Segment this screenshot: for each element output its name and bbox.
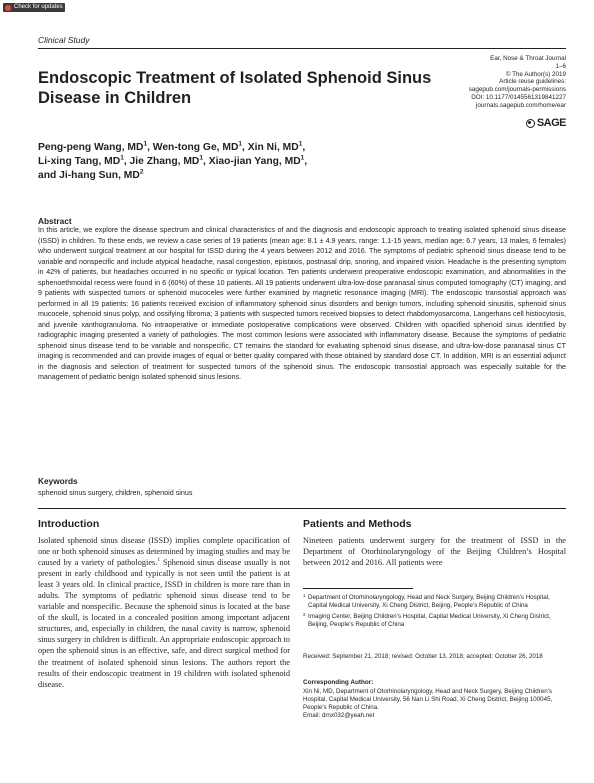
patients-methods-text: Nineteen patients underwent surgery for the treatment of ISSD in the Department of Otorhinolaryngology of the Beijing Children’s Hospital between 2012 and 2016. All patients were	[303, 536, 566, 568]
affiliations	[303, 594, 566, 631]
journal-name: Ear, Nose & Throat Journal	[490, 55, 566, 62]
author-separator: ,	[302, 142, 306, 153]
introduction-heading: Introduction	[38, 518, 100, 530]
author-name: Jie Zhang, MD	[129, 156, 200, 167]
author-separator: ,	[202, 156, 209, 167]
author-name: Xiao-jian Yang, MD	[208, 156, 301, 167]
author-name: Li-xing Tang, MD	[38, 156, 121, 167]
author-name: and Ji-hang Sun, MD	[38, 170, 140, 181]
permissions-link[interactable]: sagepub.com/journals-permissions	[468, 86, 566, 94]
doi[interactable]: DOI: 10.1177/0145561319841227	[471, 93, 566, 101]
received-dates: Received: September 21, 2018; revised: October 13, 2018; accepted: October 26, 2018	[303, 653, 543, 660]
patients-methods-heading: Patients and Methods	[303, 518, 412, 530]
author-affiliation-ref: 1	[143, 140, 148, 148]
author-separator: ,	[123, 156, 130, 167]
check-for-updates-badge[interactable]	[3, 3, 65, 12]
affiliation-text: Imaging Center, Beijing Children’s Hospital, Capital Medical University, Xi Cheng District, Beijing, People’s Republic of China	[308, 612, 551, 628]
corresponding-author-address: Xin Ni, MD, Department of Otorhinolaryngology, Head and Neck Surgery, Beijing Children’s Hospital, Capital Medical University, 56 Nan Li Shi Road, Xi Cheng District, Beijing 100045, People’s Republic of China.	[303, 688, 553, 712]
author-affiliation-ref: 1	[199, 154, 203, 162]
author-affiliation-ref: 2	[139, 168, 144, 176]
journal-homepage-link[interactable]: journals.sagepub.com/home/ear	[476, 101, 566, 109]
introduction-text-part: Isolated sphenoid sinus disease (ISSD) implies complete opacification of one or both sphenoid sinuses as determined by imaging studies and may be caused by a variety of pathologies.	[38, 536, 290, 568]
author-line	[38, 169, 398, 183]
badge-label: Check for updates	[14, 4, 63, 10]
copyright: © The Author(s) 2019	[505, 70, 566, 78]
author-line	[38, 155, 398, 169]
crossmark-icon	[5, 5, 11, 11]
author-separator: ,	[147, 142, 153, 153]
header-divider	[38, 48, 566, 49]
corresponding-author-details	[303, 688, 566, 720]
author-name: Xin Ni, MD	[247, 142, 299, 153]
author-line	[38, 141, 398, 155]
publisher-logo-text: SAGE	[536, 117, 566, 129]
keywords-heading: Keywords	[38, 476, 78, 486]
introduction-text-part: Sphenoid sinus disease usually is not present in early childhood and typically is not seen until the patient is at least 3 years old. In clinical practice, ISSD in children is more rare than in adults. The symptoms of pediatric sphenoid sinus disease tend to be variable and nonspecific. Because the sphenoid sinus is located at the base of the skull, is located in a concealed position among important adjacent structures, and, especially in children, the nasal cavity is narrow, sphenoid sinus surgery in children is difficult. An appropriate endoscopic approach to open the sphenoid sinus is an effective, safe, and direct surgical method for the treatment of isolated sphenoid sinus lesions. The authors report the results of their endoscopic treatment in 19 children with isolated sphenoid disease.	[38, 558, 290, 689]
citation-ref[interactable]: 1	[157, 557, 161, 564]
author-affiliation-ref: 1	[298, 140, 303, 148]
introduction-text	[38, 535, 290, 690]
affiliation-number: 2	[303, 611, 306, 617]
author-affiliation-ref: 1	[300, 154, 305, 162]
article-title: Endoscopic Treatment of Isolated Sphenoid Sinus Disease in Children	[38, 69, 432, 107]
keywords-text: sphenoid sinus surgery, children, sphenoid sinus	[38, 488, 193, 497]
affiliation-item	[303, 613, 566, 629]
abstract-heading: Abstract	[38, 216, 72, 226]
journal-meta	[406, 55, 566, 110]
author-name: Wen-tong Ge, MD	[152, 142, 239, 153]
article-section-label: Clinical Study	[38, 35, 90, 45]
corresponding-author-email[interactable]: Email: drnx032@yeah.net	[303, 712, 375, 720]
reuse-guidelines-label: Article reuse guidelines:	[499, 78, 566, 86]
author-affiliation-ref: 1	[238, 140, 243, 148]
affiliation-text: Department of Otorhinolaryngology, Head and Neck Surgery, Beijing Children’s Hospital, Capital Medical University, Xi Cheng District, Beijing, People’s Republic of China	[308, 594, 550, 610]
author-separator: ,	[242, 142, 248, 153]
body-divider	[38, 508, 566, 509]
author-separator: ,	[304, 156, 308, 167]
author-list	[38, 141, 398, 183]
affiliation-number: 1	[303, 593, 306, 598]
corresponding-author-heading: Corresponding Author:	[303, 679, 374, 686]
author-name: Peng-peng Wang, MD	[38, 142, 144, 153]
sage-logo-icon	[526, 119, 535, 128]
page-range: 1–6	[555, 62, 566, 70]
footnote-divider	[303, 588, 413, 589]
author-affiliation-ref: 1	[120, 154, 124, 162]
publisher-logo	[526, 117, 566, 129]
affiliation-item	[303, 594, 566, 610]
abstract-text: In this article, we explore the disease spectrum and clinical characteristics of and the diagnosis and endoscopic approach to treating isolated sphenoid sinus disease (ISSD) in children. To these ends, we review a case series of 19 patients (mean age: 8.1 ± 4.9 years, range: 1.1-15 years, median age: 6.7 years, 13 males, 6 females) who underwent surgical treatment at our hospital for ISSD during the 4 years between 2012 and 2016. The symptoms of pediatric sphenoid sinus disease tend to be variable and nonspecific and include atypical headache, nasal congestion, epistaxis, postnasal drip, snoring, and impaired vision. Headache is the presenting symptom in 42% of patients, but headaches occurred in no specific or typical location. Ten patients underwent preoperative endoscopic examination, and abnormalities in the sphenoethmoidal recess were found in 6 (60%) of these 10 patients. All 19 patients underwent ultra-low-dose paranasal sinus computed tomography (CT) imaging, and 9 patients with suspected tumors or sphenoid mucoceles were further examined by magnetic resonance imaging (MRI). The endoscopic transostial approach was performed in all 19 patients: 16 patients received excision of inflammatory sphenoid sinus disorders and benign tumors, including sphenoid sinusitis, sphenoid sinus mucocele, sphenoid sinus polyp, and ossifying fibroma; 3 patients with suspected tumors received biopsies to detect rhabdomyosarcoma, Langerhans cell histiocytosis, and juvenile xanthogranuloma. No intraoperative or immediate postoperative complications were observed. Children with opacified sphenoid sinus identified by radiographic imaging presented a variety of pathologies. The most common lesions were associated with inflammatory disease. Because the symptoms of pediatric sphenoid sinus disease tend to be variable and nonspecific, CT remains the standard for evaluating sphenoid sinus disease, and ultra-low-dose paranasal sinus CT imaging is recommended and can provide images of equal or better quality compared with those obtained by standard dose CT. In addition, MRI is an essential adjunct in the diagnosis and selection of treatment for suspected tumors of the sphenoid sinus. The endoscopic transostial approach was especially suitable for the management of pediatric benign isolated sphenoid sinus lesions.	[38, 226, 566, 381]
